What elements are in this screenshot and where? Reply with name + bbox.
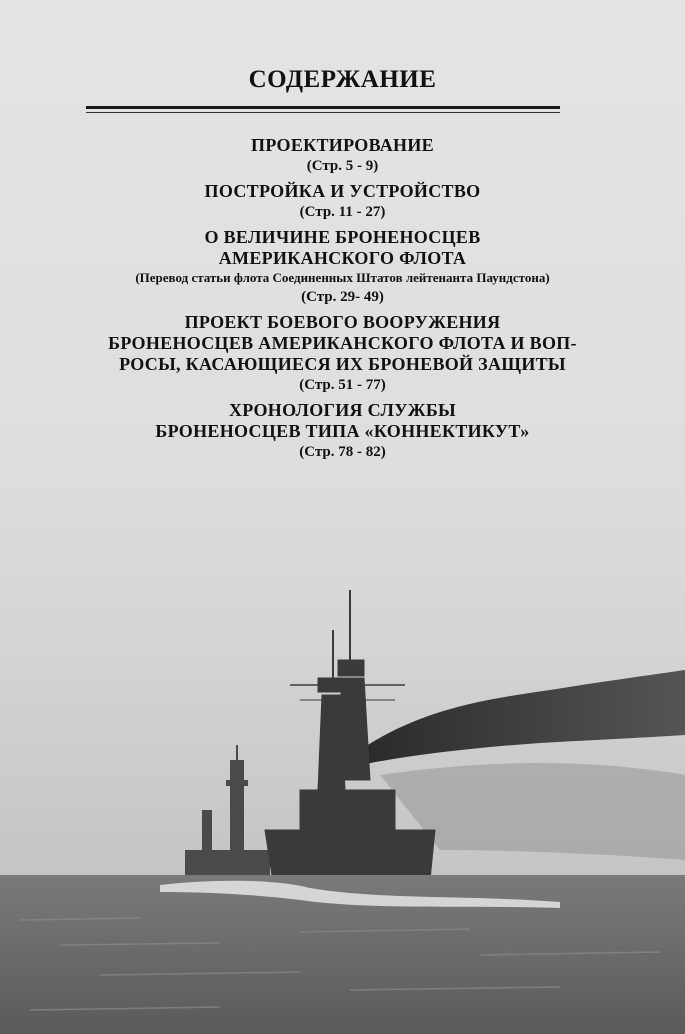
toc-heading-line: О ВЕЛИЧИНЕ БРОНЕНОСЦЕВ	[204, 227, 481, 247]
toc-page-range: (Стр. 5 - 9)	[306, 158, 379, 174]
toc-heading-line: БРОНЕНОСЦЕВ АМЕРИКАНСКОГО ФЛОТА И ВОП-	[108, 333, 577, 353]
toc-entry	[40, 181, 645, 222]
title-rule-thin	[86, 112, 560, 113]
toc-heading-line: ПОСТРОЙКА И УСТРОЙСТВО	[204, 181, 481, 201]
toc-page-range: (Стр. 78 - 82)	[299, 444, 386, 460]
toc-entry	[40, 135, 645, 176]
table-of-contents	[40, 135, 645, 467]
page-title: СОДЕРЖАНИЕ	[248, 66, 437, 93]
toc-entry	[40, 312, 645, 395]
toc-heading-line: БРОНЕНОСЦЕВ ТИПА «КОННЕКТИКУТ»	[155, 421, 530, 441]
toc-heading-line: РОСЫ, КАСАЮЩИЕСЯ ИХ БРОНЕВОЙ ЗАЩИТЫ	[119, 354, 566, 374]
toc-heading-line: ХРОНОЛОГИЯ СЛУЖБЫ	[228, 400, 456, 420]
battleship-photo	[0, 560, 685, 1034]
toc-note: (Перевод статьи флота Соединенных Штатов лейтенанта Паундстона)	[135, 270, 550, 285]
toc-heading-line: АМЕРИКАНСКОГО ФЛОТА	[218, 248, 467, 268]
toc-page-range: (Стр. 29- 49)	[301, 289, 384, 305]
toc-page-range: (Стр. 11 - 27)	[299, 204, 386, 220]
toc-heading-line: ПРОЕКТИРОВАНИЕ	[251, 135, 434, 155]
toc-page-range: (Стр. 51 - 77)	[299, 377, 386, 393]
title-rule-thick	[86, 106, 560, 109]
toc-heading-line: ПРОЕКТ БОЕВОГО ВООРУЖЕНИЯ	[184, 312, 501, 332]
toc-entry	[40, 227, 645, 307]
toc-entry	[40, 400, 645, 462]
